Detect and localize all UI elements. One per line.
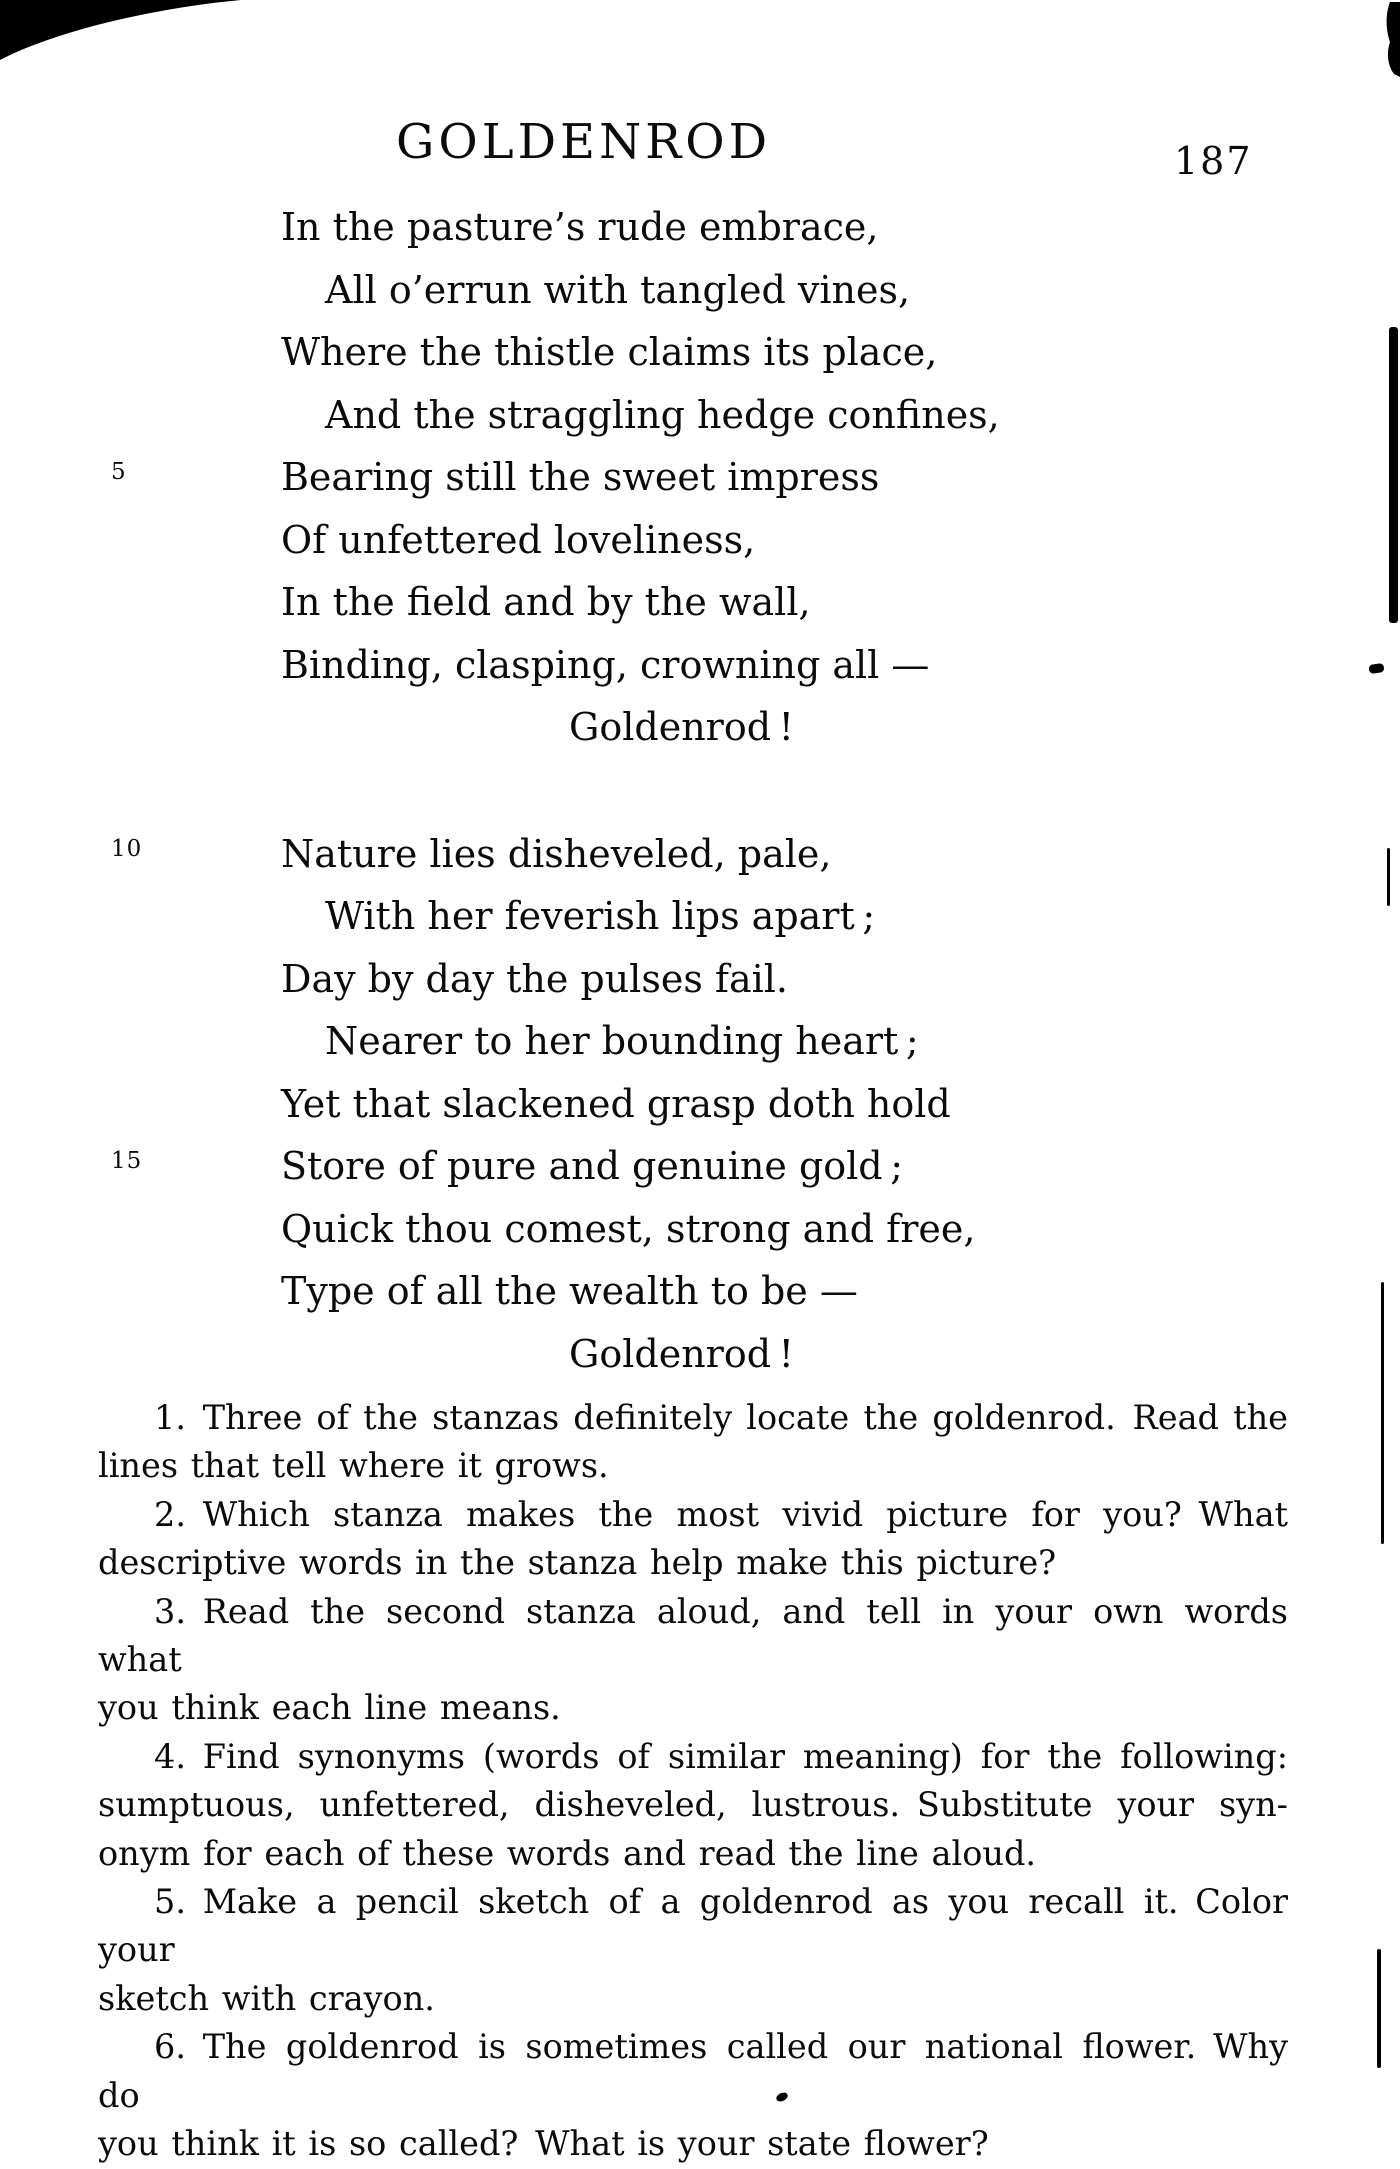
poem-line	[281, 885, 1000, 948]
poem-line-number: 10	[111, 835, 143, 862]
scan-artifact-right-dash	[1368, 663, 1384, 674]
question-line: onym for each of these words and read the line aloud.	[98, 1833, 1037, 1873]
poem-line-text: Goldenrod !	[569, 705, 794, 749]
scan-artifact-right-edge-line-lower	[1377, 1949, 1381, 2068]
poem-line-text: Nearer to her bounding heart ;	[325, 1019, 919, 1063]
question-line: 4. Find synonyms (words of similar meaning) for the following:	[154, 1736, 1288, 1776]
poem-line-text: Of unfettered loveliness,	[281, 517, 756, 562]
poem-line-text: Nature lies disheveled, pale,	[281, 831, 832, 876]
poem-line	[281, 259, 1000, 322]
poem-line	[281, 321, 1000, 384]
question-line: 3. Read the second stanza aloud, and tell in your own words what	[98, 1591, 1288, 1680]
poem-line	[281, 696, 1000, 759]
poem-line-text: Yet that slackened grasp doth hold	[281, 1081, 951, 1126]
question-line: 1. Three of the stanzas definitely locate the goldenrod. Read the	[154, 1398, 1288, 1437]
poem-line	[281, 948, 1000, 1011]
poem-line-text: And the straggling hedge confines,	[325, 392, 1000, 437]
poem-line-text: Goldenrod !	[569, 1331, 794, 1376]
question-line: you think it is so called? What is your state flower?	[98, 2124, 989, 2164]
poem	[111, 196, 1000, 1385]
page-heading: GOLDENROD	[396, 114, 772, 170]
question-line: 5. Make a pencil sketch of a goldenrod as you recall it. Color your	[98, 1882, 1288, 1970]
poem-line-text: All o’errun with tangled vines,	[325, 267, 911, 312]
questions	[98, 1394, 1288, 2169]
page-number: 187	[1174, 139, 1253, 183]
poem-line	[281, 571, 1000, 634]
poem-line-text: In the field and by the wall,	[281, 580, 811, 624]
poem-line	[281, 1010, 1000, 1073]
poem-line	[111, 1135, 1000, 1198]
scan-artifact-top-right-edge	[1384, 2, 1400, 78]
poem-line	[281, 634, 1000, 697]
poem-line-text: Where the thistle claims its place,	[281, 330, 938, 374]
poem-line-text: Type of all the wealth to be —	[281, 1269, 858, 1313]
scan-artifact-right-edge-strip	[1389, 327, 1398, 623]
question-line: descriptive words in the stanza help make this picture?	[98, 1543, 1057, 1583]
poem-line	[281, 1260, 1000, 1323]
scan-artifact-right-edge-mark	[1387, 848, 1390, 906]
poem-line-text: Day by day the pulses fail.	[281, 956, 789, 1001]
poem-line-number: 15	[111, 1148, 143, 1174]
poem-line-text: Store of pure and genuine gold ;	[281, 1144, 904, 1188]
poem-line-text: Quick thou comest, strong and free,	[281, 1206, 976, 1251]
poem-line-text: In the pasture’s rude embrace,	[281, 205, 879, 249]
question-line: 6. The goldenrod is sometimes called our national flower. Why do	[98, 2027, 1288, 2115]
poem-line	[281, 509, 1000, 572]
question-line: you think each line means.	[98, 1688, 561, 1728]
poem-line	[281, 196, 1000, 259]
poem-line-text: With her feverish lips apart ;	[325, 894, 876, 938]
poem-line-text: Bearing still the sweet impress	[281, 455, 880, 499]
poem-line	[281, 1323, 1000, 1386]
question-line: sketch with crayon.	[98, 1978, 435, 2018]
scan-artifact-top-left-corner	[0, 0, 242, 62]
poem-line	[111, 446, 1000, 509]
poem-line-number: 5	[111, 459, 127, 485]
question-line: 2. Which stanza makes the most vivid picture for you? What	[154, 1494, 1288, 1534]
question-line: sumptuous, unfettered, disheveled, lustrous. Substitute your syn-	[98, 1785, 1288, 1825]
poem-line	[281, 1073, 1000, 1136]
stanza	[111, 823, 1000, 1386]
poem-line-text: Binding, clasping, crowning all —	[281, 642, 930, 687]
scan-artifact-right-edge-line	[1381, 1282, 1384, 1544]
poem-line	[281, 1198, 1000, 1261]
question-line: lines that tell where it grows.	[98, 1446, 609, 1486]
poem-line	[111, 823, 1000, 886]
stanza	[111, 196, 1000, 759]
poem-line	[281, 384, 1000, 447]
